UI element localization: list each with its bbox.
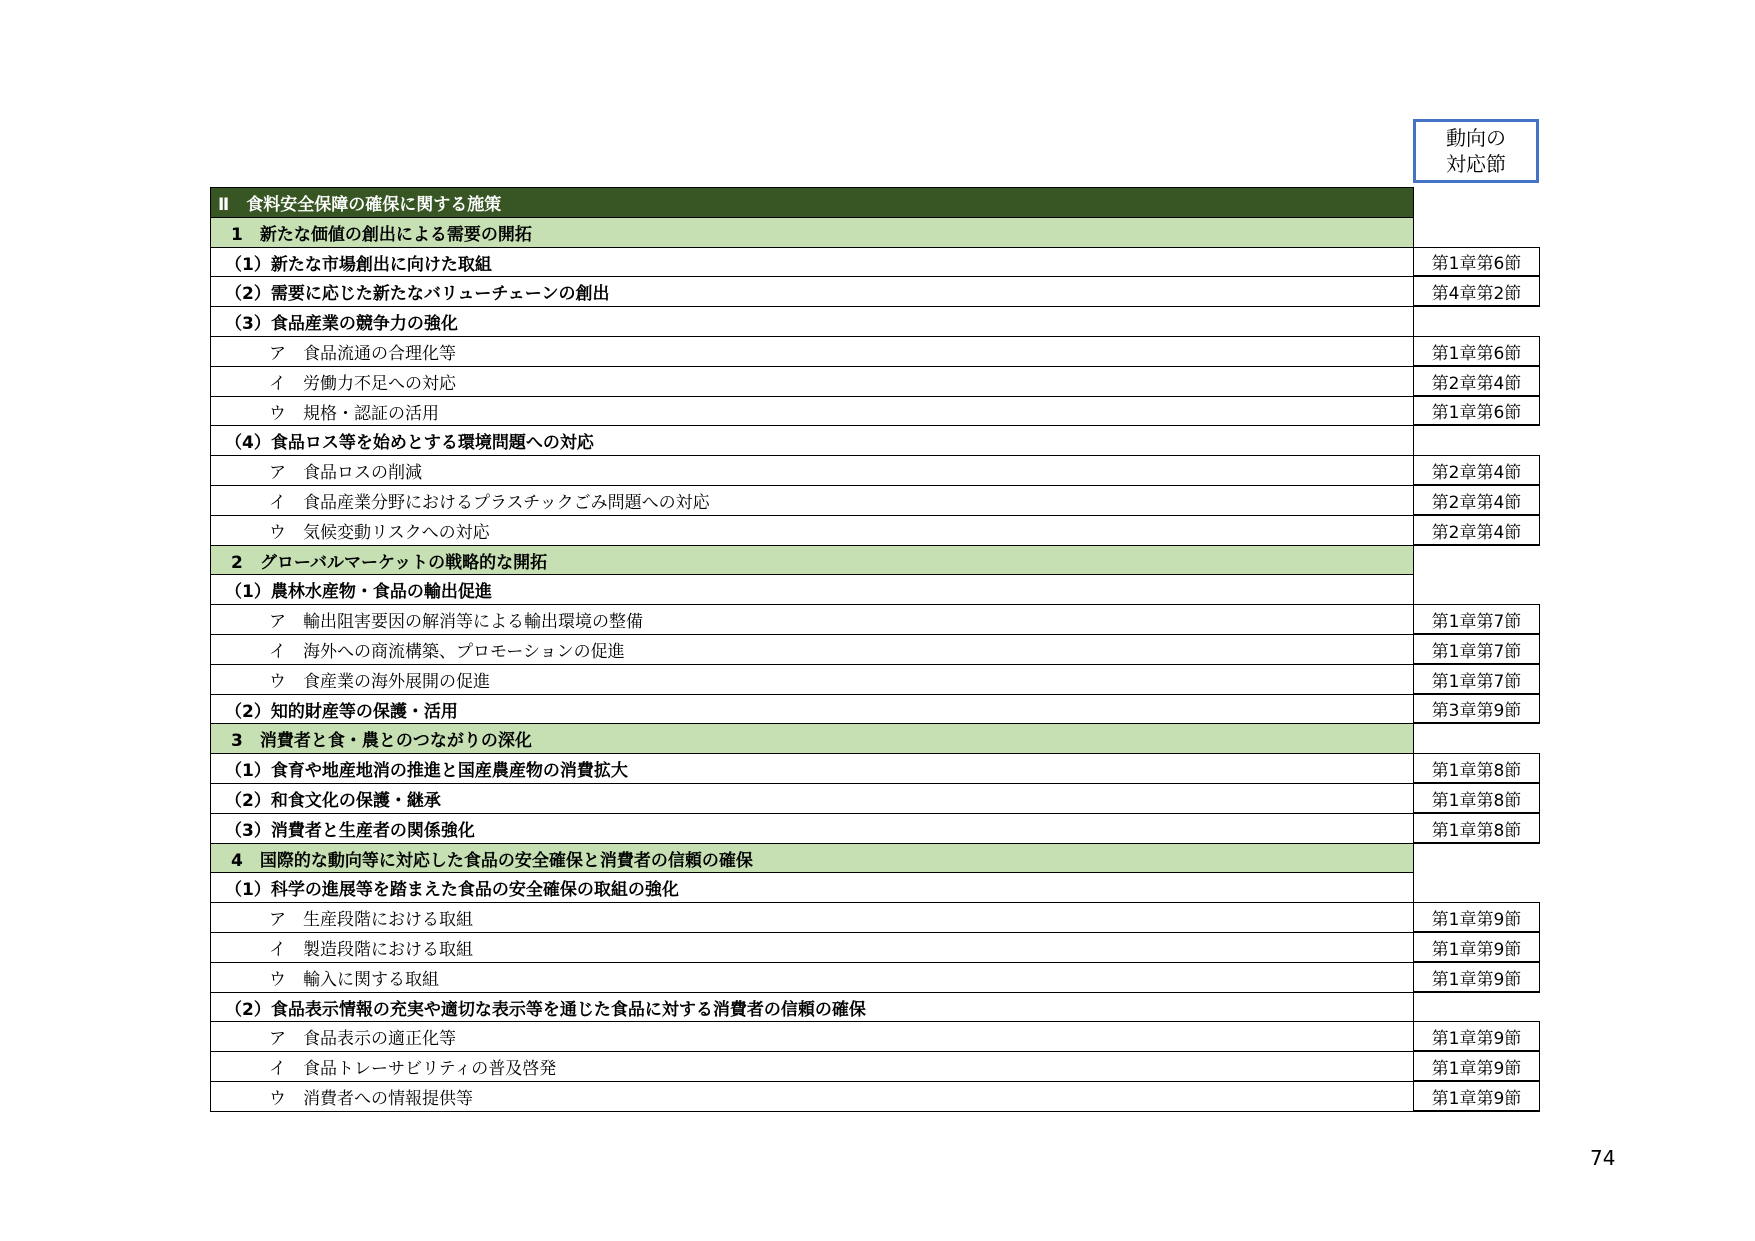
row-label: （3）消費者と生産者の関係強化: [225, 821, 475, 841]
row-label: ア 生産段階における取組: [269, 910, 473, 930]
table-row: [210, 545, 1414, 575]
table-row: [210, 306, 1414, 337]
row-label: （1）農林水産物・食品の輸出促進: [225, 582, 492, 602]
row-label: （2）知的財産等の保護・活用: [225, 701, 458, 722]
row-label: （2）食品表示情報の充実や適切な表示等を通じた食品に対する消費者の信頼の確保: [225, 999, 866, 1020]
row-label: ア 輸出阻害要因の解消等による輸出環境の整備: [269, 612, 643, 632]
chapter-reference: 第1章第9節: [1413, 962, 1540, 993]
table-row: [210, 604, 1414, 635]
row-label: （2）需要に応じた新たなバリューチェーンの創出: [225, 284, 610, 304]
chapter-reference: 第1章第7節: [1413, 634, 1540, 665]
table-row: [210, 515, 1414, 546]
row-label: Ⅱ 食料安全保障の確保に関する施策: [218, 195, 502, 215]
row-label: ウ 消費者への情報提供等: [269, 1089, 473, 1109]
table-row: [210, 1081, 1414, 1112]
chapter-reference: 第1章第6節: [1413, 336, 1540, 367]
table-row: [210, 455, 1414, 486]
table-row: [210, 396, 1414, 426]
table-row: [210, 992, 1414, 1022]
row-label: 2 グローバルマーケットの戦略的な開拓: [231, 552, 548, 573]
row-label: ウ 気候変動リスクへの対応: [269, 523, 490, 543]
table-row: [210, 247, 1414, 277]
chapter-reference: 第1章第9節: [1413, 932, 1540, 963]
header-line-2: 対応節: [1446, 152, 1506, 176]
chapter-reference: 第2章第4節: [1413, 366, 1540, 397]
table-row: [210, 217, 1414, 248]
row-label: （1）科学の進展等を踏まえた食品の安全確保の取組の強化: [225, 880, 679, 900]
chapter-reference: 第1章第8節: [1413, 783, 1540, 814]
table-row: [210, 425, 1414, 456]
chapter-reference: 第1章第7節: [1413, 604, 1540, 635]
row-label: ア 食品流通の合理化等: [269, 344, 456, 364]
chapter-reference: 第1章第6節: [1413, 396, 1540, 426]
row-label: ア 食品表示の適正化等: [269, 1029, 456, 1049]
table-row: [210, 962, 1414, 993]
chapter-reference: 第2章第4節: [1413, 515, 1540, 546]
table-row: [210, 932, 1414, 963]
table-row: [210, 813, 1414, 844]
table-row: [210, 276, 1414, 307]
table-row: [210, 1051, 1414, 1082]
row-label: （4）食品ロス等を始めとする環境問題への対応: [225, 433, 594, 453]
header-line-1: 動向の: [1446, 126, 1506, 150]
chapter-reference: 第2章第4節: [1413, 455, 1540, 486]
row-label: イ 食品トレーサビリティの普及啓発: [269, 1059, 557, 1079]
table-row: [210, 1021, 1414, 1052]
row-label: イ 労働力不足への対応: [269, 374, 456, 394]
table-row: [210, 187, 1414, 218]
table-row: [210, 902, 1414, 933]
table-row: [210, 634, 1414, 665]
table-row: [210, 872, 1414, 903]
row-label: （1）食育や地産地消の推進と国産農産物の消費拡大: [225, 761, 628, 781]
row-label: イ 食品産業分野におけるプラスチックごみ問題への対応: [269, 493, 710, 513]
row-label: （3）食品産業の競争力の強化: [225, 314, 458, 334]
table-row: [210, 336, 1414, 367]
page-number: 74: [1590, 1146, 1616, 1170]
table-row: [210, 664, 1414, 695]
chapter-reference: 第1章第8節: [1413, 813, 1540, 844]
chapter-reference: 第1章第7節: [1413, 664, 1540, 695]
table-row: [210, 753, 1414, 784]
chapter-reference: 第2章第4節: [1413, 485, 1540, 516]
chapter-reference: 第1章第6節: [1413, 247, 1540, 277]
row-label: ウ 食産業の海外展開の促進: [269, 672, 490, 692]
row-label: ア 食品ロスの削減: [269, 463, 422, 483]
chapter-reference: 第1章第9節: [1413, 1081, 1540, 1112]
row-label: （2）和食文化の保護・継承: [225, 791, 441, 811]
row-label: 3 消費者と食・農とのつながりの深化: [231, 731, 532, 751]
row-label: イ 海外への商流構築、プロモーションの促進: [269, 642, 625, 662]
row-label: ウ 規格・認証の活用: [269, 403, 439, 424]
row-label: （1）新たな市場創出に向けた取組: [225, 254, 492, 275]
row-label: イ 製造段階における取組: [269, 940, 473, 960]
table-row: [210, 485, 1414, 516]
chapter-reference: 第1章第9節: [1413, 1051, 1540, 1082]
chapter-reference: 第1章第9節: [1413, 902, 1540, 933]
table-row: [210, 574, 1414, 605]
table-row: [210, 366, 1414, 397]
chapter-reference: 第4章第2節: [1413, 276, 1540, 307]
table-row: [210, 694, 1414, 724]
chapter-reference: 第3章第9節: [1413, 694, 1540, 724]
table-row: [210, 843, 1414, 873]
table-row: [210, 723, 1414, 754]
table-row: [210, 783, 1414, 814]
chapter-reference: 第1章第9節: [1413, 1021, 1540, 1052]
row-label: ウ 輸入に関する取組: [269, 970, 439, 990]
row-label: 1 新たな価値の創出による需要の開拓: [231, 225, 532, 245]
chapter-reference: 第1章第8節: [1413, 753, 1540, 784]
row-label: 4 国際的な動向等に対応した食品の安全確保と消費者の信頼の確保: [231, 850, 753, 871]
